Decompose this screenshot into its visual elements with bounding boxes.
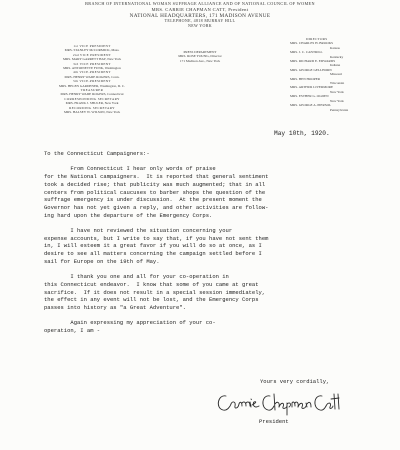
- press-heading: PRESS DEPARTMENT: [183, 50, 217, 54]
- officer-line: MRS. STANLEY McCORMICK, Mass.: [64, 48, 120, 53]
- director-state: Missouri: [330, 72, 343, 77]
- officer-line: 3rd VICE PRESIDENT: [73, 61, 111, 66]
- directors-list: [290, 37, 380, 112]
- letter-body: [44, 150, 379, 343]
- officer-line: TREASURER: [80, 88, 104, 93]
- letterhead-affiliation: BRANCH OF INTERNATIONAL WOMAN SUFFRAGE ALLIANCE AND OF NATIONAL COUNCIL OF WOMEN: [85, 1, 315, 6]
- director-state: Pennsylvania: [330, 107, 349, 112]
- letter-date: May 10th, 1920.: [274, 130, 330, 137]
- letterhead-address: NATIONAL HEADQUARTERS, 171 MADISON AVENUE: [129, 13, 271, 19]
- officer-line: CORRESPONDING SECRETARY: [64, 96, 120, 101]
- officer-line: MRS. HALSEY W. WILSON, New York: [63, 110, 121, 115]
- letterhead: [0, 0, 400, 29]
- signature-image: [212, 388, 342, 418]
- officer-line: MRS. HENRY WADE ROGERS, Conn.: [64, 74, 120, 79]
- body-paragraph: Again expressing my appreciation of your co- operation, I am -: [44, 319, 216, 335]
- press-director: MRS. ROSE YOUNG, Director: [178, 54, 222, 59]
- director-state: Indiana: [330, 63, 341, 68]
- officer-line: MRS. ANTOINETTE FUNK, Washington: [63, 66, 121, 71]
- director-state: Wisconsin: [330, 81, 345, 86]
- director-name: MRS. BEN HOOPER: [290, 76, 321, 81]
- salutation: To the Connecticut Campaigners:-: [44, 150, 150, 157]
- director-state: Kansas: [330, 45, 340, 50]
- press-department: [165, 50, 235, 63]
- officer-line: 5th VICE-PRESIDENT: [73, 79, 111, 84]
- body-paragraph: I thank you one and all for your co-operation in this Connecticut endeavor. I know that some of you came at great sacrifice. If it does not result in a special session immediately, the effect in any event will not be lost, and the Emergency Corps passes into history as "a Great Adventure".: [44, 273, 266, 312]
- officer-line: 1st VICE PRESIDENT: [73, 44, 111, 48]
- letterhead-city: NEW YORK: [187, 22, 213, 28]
- director-state: New York: [330, 98, 344, 103]
- officer-line: RECORDING SECRETARY: [69, 105, 115, 110]
- director-name: MRS. RICHARD E. EDWARDS: [290, 59, 336, 64]
- body-paragraph: I have not reviewed the situation concerning your expense accounts, but I write to say that, if you have not sent them in, I will esteem it a great favor if you will do so at once, as I desire to see all matters concerning the campaign settled before I sail for Europe on the 19th of May.: [44, 227, 269, 265]
- officer-line: MRS. FRANK J. SHULER, New York: [65, 101, 119, 106]
- officer-line: MRS. MARY GARRETT HAY, New York: [62, 57, 122, 62]
- officer-line: 4th VICE-PRESIDENT: [73, 70, 111, 75]
- signer-title: President: [259, 418, 289, 425]
- directors-heading: DIRECTORS: [306, 37, 328, 41]
- director-name: MRS. ESTHER G. OGDEN: [290, 94, 329, 99]
- closing: Yours very cordially,: [260, 378, 330, 385]
- officers-list: [48, 44, 136, 115]
- director-name: MRS. J. C. CANTRILL: [290, 50, 323, 55]
- director-name: MRS. CHARLES H. BROOKS: [290, 41, 334, 46]
- director-name: MRS. ARTHUR LIVERMORE: [290, 85, 334, 90]
- officer-line: MRS. HENRY WADE ROGERS, Connecticut: [60, 92, 124, 97]
- director-state: New York: [330, 89, 344, 94]
- officer-line: 2nd VICE PRESIDENT: [72, 52, 112, 57]
- director-state: Kentucky: [330, 54, 344, 59]
- letterhead-president: MRS. CARRIE CHAPMAN CATT, President: [151, 7, 249, 12]
- letterhead-telephone: TELEPHONE, 4818 MURRAY HILL: [164, 18, 236, 23]
- director-name: MRS. GEORGE GELLHORN: [290, 67, 332, 72]
- body-paragraph: From Connecticut I hear only words of praise for the National campaigners. It is reported that general sentiment took a decided rise; that publicity was much augmented; that in all centers from political caucuses to barber shops the question of the suffrage emergency is under discussion. At the present moment the Governor has not yet given a reply, and other activities are follow- ing hard upon the departure of the Emergency Corps.: [44, 165, 269, 219]
- officer-line: MRS. HELEN GARDENER, Washington, D. C.: [59, 83, 125, 88]
- press-address: 171 Madison Ave., New York: [179, 58, 221, 63]
- director-name: MRS. GEORGE A. PIERSOL: [290, 103, 332, 108]
